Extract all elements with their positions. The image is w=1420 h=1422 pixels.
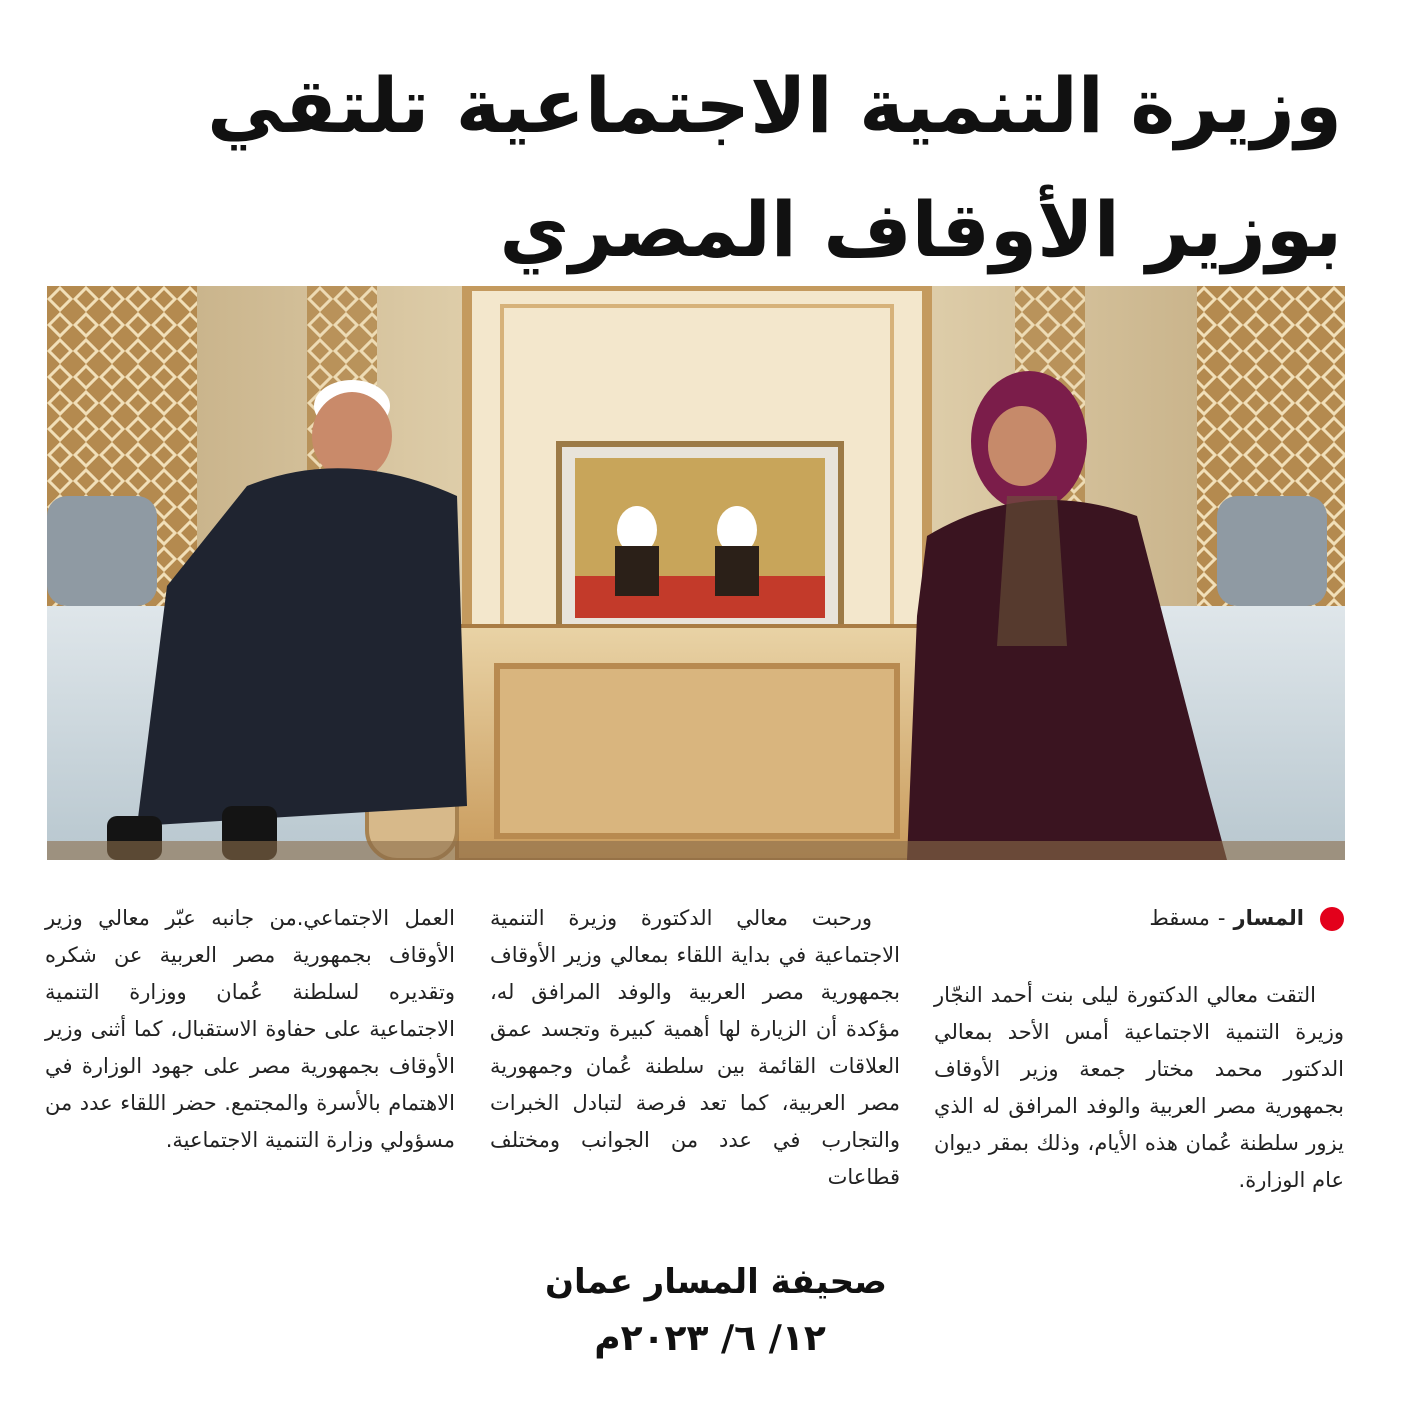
meeting-photo-illustration	[47, 286, 1345, 860]
dateline-separator: -	[1217, 906, 1226, 930]
dateline	[934, 900, 1344, 937]
red-dot-icon	[1320, 907, 1344, 931]
publication-date: ١٢/ ٦/ ٢٠٢٣م	[594, 1318, 826, 1359]
dateline-place: مسقط	[1149, 906, 1210, 930]
paragraph-2: ورحبت معالي الدكتورة وزيرة التنمية الاجتماعية في بداية اللقاء بمعالي وزير الأوقاف بجمهورية مصر العربية والوفد المرافق له، مؤكدة أن الزيارة لها أهمية كبيرة وتجسد عمق العلاقات القائمة بين سلطنة عُمان وجمهورية مصر العربية، كما تعد فرصة لتبادل الخبرات والتجارب في عدد من الجوانب ومختلف قطاعات	[490, 906, 900, 1189]
dateline-source: المسار	[1233, 906, 1304, 930]
article-column-left	[45, 900, 455, 1159]
article-photo	[47, 286, 1345, 860]
newspaper-name: صحيفة المسار عمان	[545, 1262, 887, 1302]
article-column-right	[934, 900, 1344, 1199]
paragraph-1: التقت معالي الدكتورة ليلى بنت أحمد النجّار وزيرة التنمية الاجتماعية أمس الأحد بمعالي الدكتور محمد مختار جمعة وزير الأوقاف بجمهورية مصر العربية والوفد المرافق له الذي يزور سلطنة عُمان هذه الأيام، وذلك بمقر ديوان عام الوزارة.	[934, 983, 1344, 1192]
article-column-middle	[490, 900, 900, 1196]
headline: وزيرة التنمية الاجتماعية تلتقي بوزير الأوقاف المصري	[207, 61, 1342, 274]
paragraph-3: العمل الاجتماعي.من جانبه عبّر معالي وزير الأوقاف بجمهورية مصر العربية عن شكره وتقديره لسلطنة عُمان ووزارة التنمية الاجتماعية على حفاوة الاستقبال، كما أثنى وزير الأوقاف بجمهورية مصر على جهود الوزارة في الاهتمام بالأسرة والمجتمع. حضر اللقاء عدد من مسؤولي وزارة التنمية الاجتماعية.	[45, 906, 455, 1152]
